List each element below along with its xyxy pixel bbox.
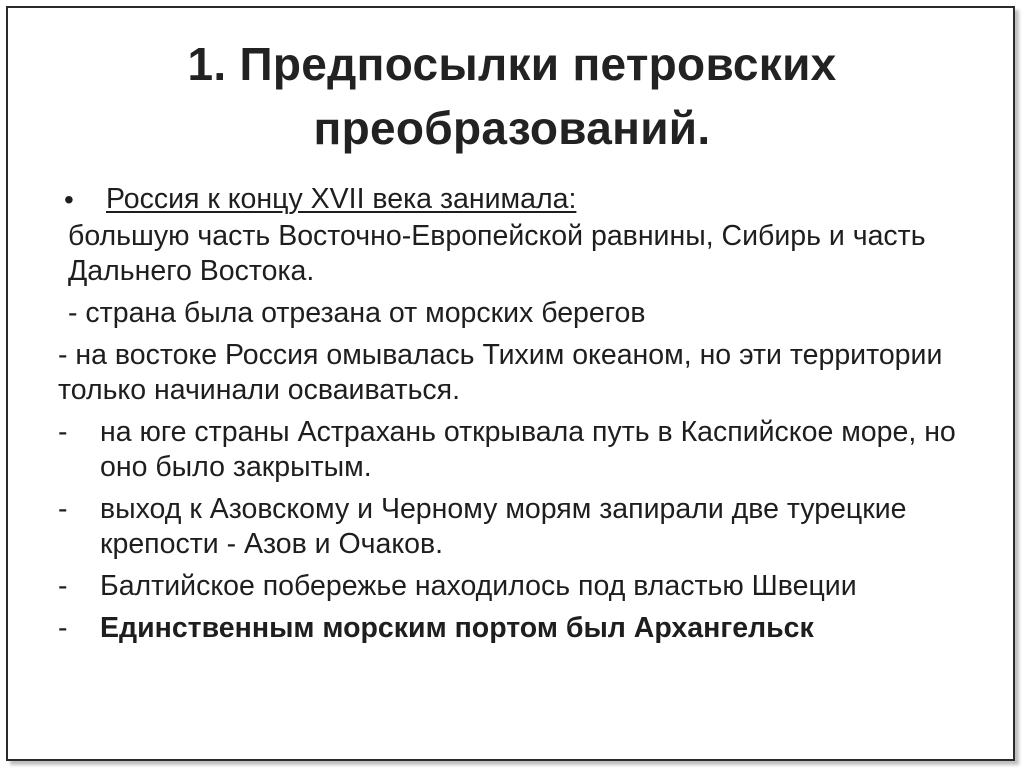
cut-off-line: - страна была отрезана от морских берегов (68, 297, 646, 329)
dash-marker: - (58, 612, 68, 644)
dash-marker: - (58, 493, 68, 525)
list-item-text: Балтийское побережье находилось под властью Швеции (100, 570, 857, 602)
dash-marker: - (58, 416, 68, 448)
list-item (58, 569, 978, 604)
territory-paragraph: большую часть Восточно-Европейской равнины, Сибирь и часть Дальнего Востока. (68, 220, 926, 287)
list-item-text-emphasis: Единственным морским портом был Архангельск (100, 612, 814, 644)
list-item (58, 492, 978, 562)
list-item-text: на юге страны Астрахань открывала путь в Каспийское море, но оно было закрытым. (100, 416, 956, 483)
list-item (58, 611, 978, 646)
list-item (58, 415, 978, 485)
dash-marker: - (58, 570, 68, 602)
slide-title (60, 32, 964, 160)
intro-bullet (58, 182, 978, 217)
bullet-marker: • (64, 184, 74, 215)
list-item-text: выход к Азовскому и Черному морям запирали две турецкие крепости - Азов и Очаков. (100, 493, 907, 560)
title-line-2: преобразований. (313, 102, 711, 154)
title-line-1: 1. Предпосылки петровских (187, 38, 837, 90)
east-paragraph: - на востоке Россия омывалась Тихим океаном, но эти территории только начинали осваиваться. (58, 339, 943, 406)
intro-text: Россия к концу XVII века занимала: (106, 183, 577, 215)
slide-body (58, 182, 978, 646)
